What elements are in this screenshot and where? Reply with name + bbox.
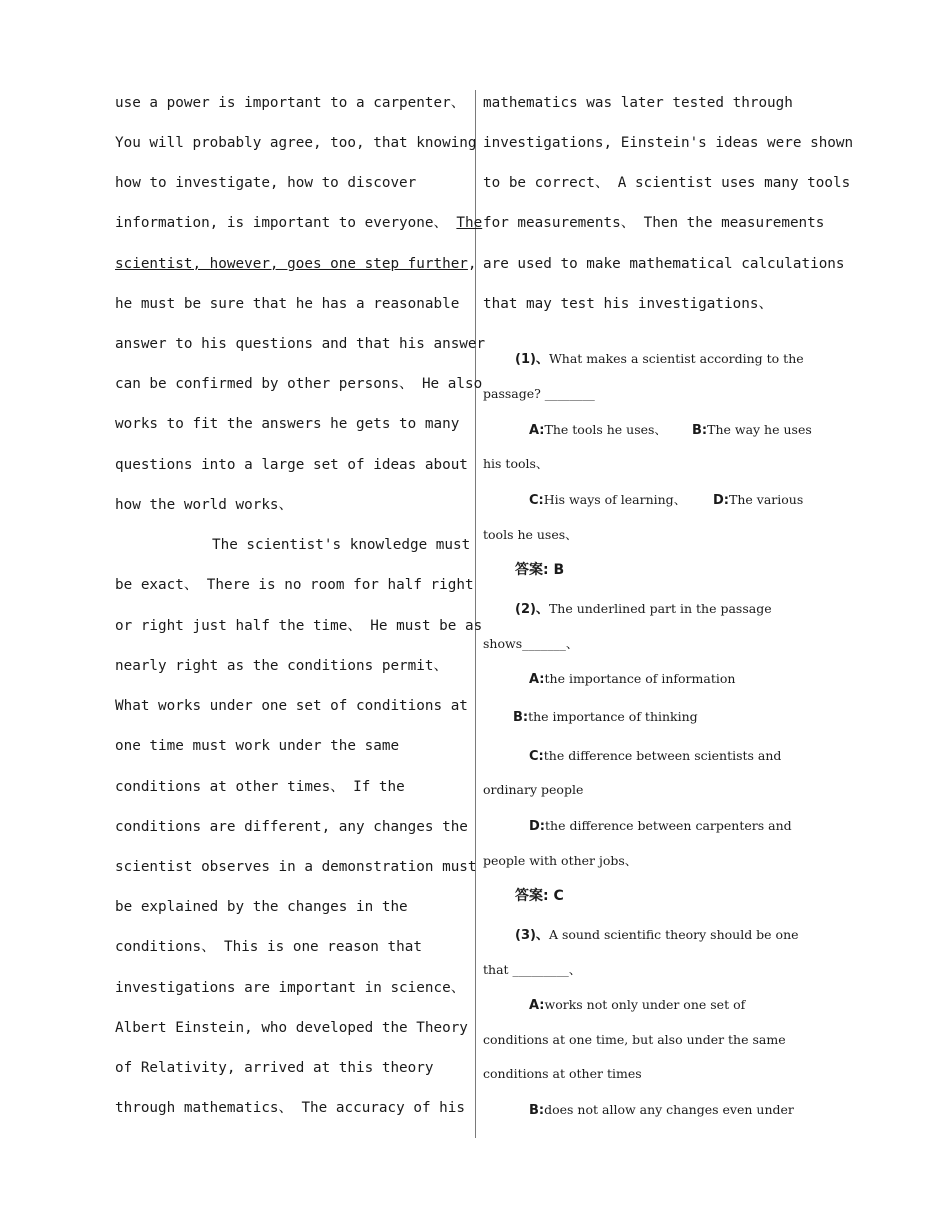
q1-option-a: A:The tools he uses、 (529, 422, 667, 438)
passage-line: to be correct、 A scientist uses many tools (483, 175, 851, 191)
passage-line: nearly right as the conditions permit、 (115, 658, 448, 674)
passage-line: for measurements、 Then the measurements (483, 215, 825, 231)
passage-line: investigations are important in science、 (115, 980, 465, 996)
passage-line: works to fit the answers he gets to many (115, 416, 460, 432)
underlined-sentence: scientist, however, goes one step further (115, 256, 468, 272)
passage-line: information, is important to everyone、 The (115, 215, 483, 231)
passage-line: or right just half the time、 He must be as (115, 618, 483, 634)
question-1-line2: passage? ________ (483, 386, 595, 401)
q3-option-a-cont: conditions at other times (483, 1066, 642, 1081)
q2-option-b: B:the importance of thinking (513, 709, 698, 725)
q2-option-c-cont: ordinary people (483, 782, 584, 797)
passage-line: he must be sure that he has a reasonable (115, 296, 460, 312)
passage-line: mathematics was later tested through (483, 95, 793, 111)
question-2-line2: shows_______、 (483, 636, 579, 651)
passage-line: scientist, however, goes one step further, (115, 256, 477, 272)
column-divider (475, 90, 476, 1138)
passage-line: of Relativity, arrived at this theory (115, 1060, 434, 1076)
passage-line: conditions、 This is one reason that (115, 939, 422, 955)
passage-line: conditions at other times、 If the (115, 779, 405, 795)
q1-option-b-cont: his tools、 (483, 456, 549, 471)
passage-line: The scientist's knowledge must (212, 537, 471, 553)
question-1: (1)、What makes a scientist according to the (515, 351, 804, 367)
q1-option-d: D:The various (713, 492, 804, 508)
passage-line: how to investigate, how to discover (115, 175, 417, 191)
q2-answer: 答案: C (515, 888, 564, 904)
q2-option-c: C:the difference between scientists and (529, 748, 782, 764)
passage-line: Albert Einstein, who developed the Theory (115, 1020, 468, 1036)
passage-line: one time must work under the same (115, 738, 400, 754)
passage-line: that may test his investigations、 (483, 296, 773, 312)
passage-line: through mathematics、 The accuracy of his (115, 1100, 465, 1116)
q2-option-a: A:the importance of information (529, 671, 736, 687)
passage-line: can be confirmed by other persons、 He also (115, 376, 483, 392)
passage-line: use a power is important to a carpenter、 (115, 95, 465, 111)
question-2: (2)、The underlined part in the passage (515, 601, 772, 617)
question-3: (3)、A sound scientific theory should be one (515, 927, 799, 943)
q2-option-d: D:the difference between carpenters and (529, 818, 792, 834)
q1-option-b: B:The way he uses (692, 422, 812, 438)
passage-line: answer to his questions and that his answer (115, 336, 486, 352)
question-3-line2: that _________、 (483, 962, 582, 977)
passage-line: scientist observes in a demonstration must (115, 859, 477, 875)
q3-option-a: A:works not only under one set of (529, 997, 746, 1013)
passage-line: questions into a large set of ideas about (115, 457, 468, 473)
q1-answer: 答案: B (515, 562, 565, 578)
passage-line: conditions are different, any changes the (115, 819, 468, 835)
q1-option-c: C:His ways of learning、 (529, 492, 687, 508)
passage-line: What works under one set of conditions at (115, 698, 468, 714)
q3-option-b: B:does not allow any changes even under (529, 1102, 794, 1118)
passage-line: You will probably agree, too, that knowing (115, 135, 477, 151)
passage-line: are used to make mathematical calculations (483, 256, 845, 272)
q1-option-d-cont: tools he uses、 (483, 527, 578, 542)
q3-option-a-cont: conditions at one time, but also under the same (483, 1032, 786, 1047)
underlined-sentence: The (456, 215, 483, 231)
passage-line: be exact、 There is no room for half right (115, 577, 474, 593)
passage-line: how the world works、 (115, 497, 293, 513)
q2-option-d-cont: people with other jobs、 (483, 853, 638, 868)
passage-line: investigations, Einstein's ideas were shown (483, 135, 854, 151)
passage-line: be explained by the changes in the (115, 899, 408, 915)
